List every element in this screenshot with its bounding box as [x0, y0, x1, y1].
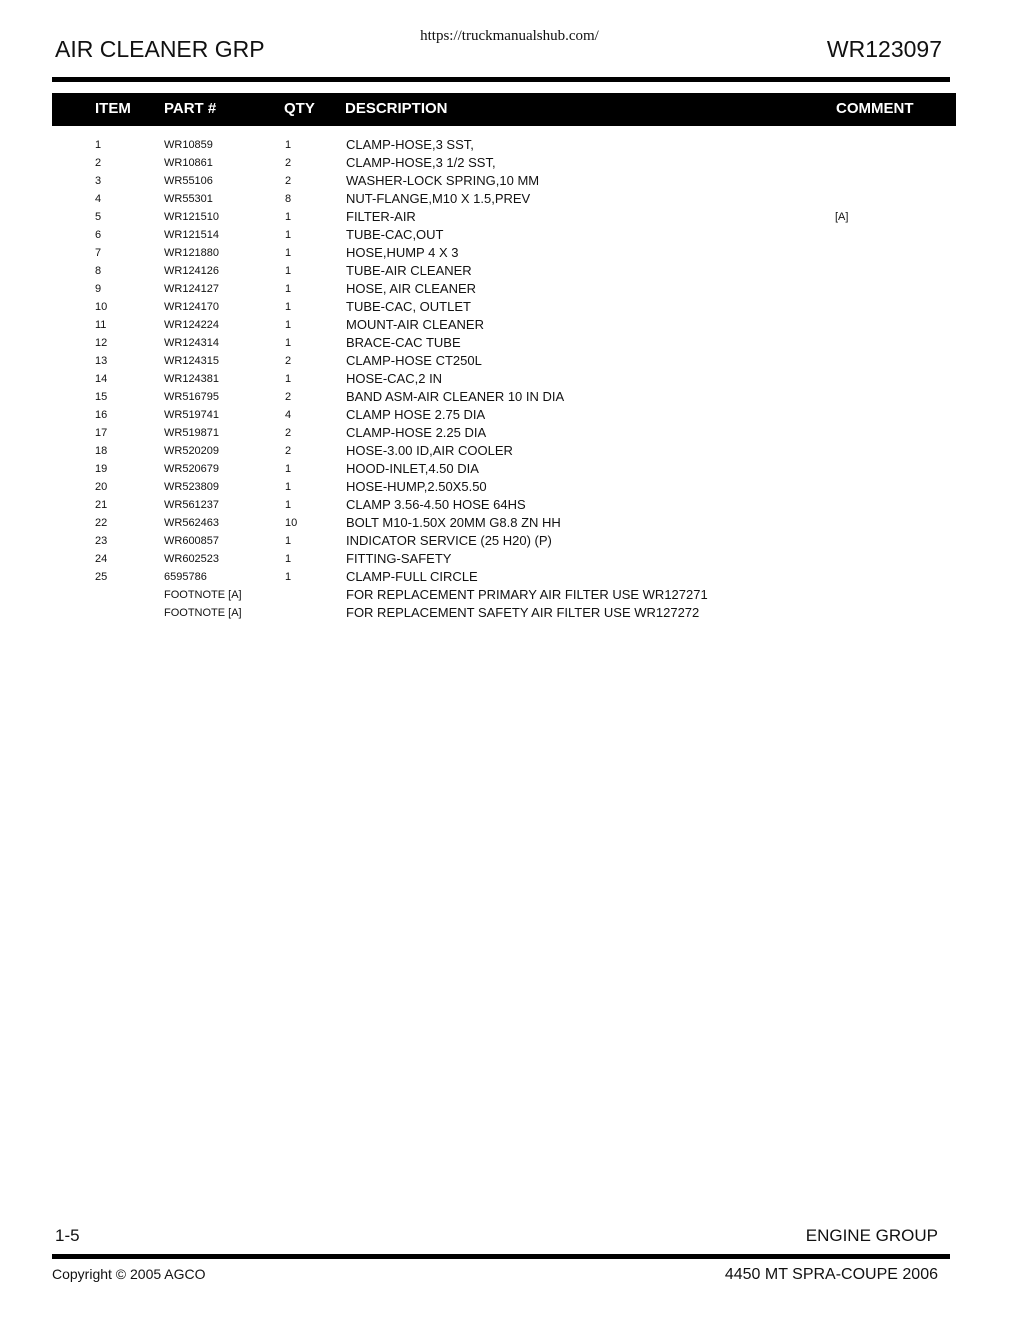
- cell-description: HOSE-CAC,2 IN: [346, 371, 443, 386]
- cell-part-number: WR516795: [164, 391, 220, 403]
- cell-part-number: WR124314: [164, 337, 220, 349]
- cell-part-number: FOOTNOTE [A]: [164, 589, 242, 601]
- table-row: [0, 496, 1019, 514]
- table-row: [0, 370, 1019, 388]
- cell-description: TUBE-CAC,OUT: [346, 227, 444, 242]
- cell-description: INDICATOR SERVICE (25 H20) (P): [346, 533, 552, 548]
- cell-part-number: WR600857: [164, 535, 220, 547]
- cell-description: HOOD-INLET,4.50 DIA: [346, 461, 479, 476]
- cell-item: 9: [95, 283, 102, 295]
- cell-item: 16: [95, 409, 108, 421]
- cell-description: HOSE,HUMP 4 X 3: [346, 245, 459, 260]
- cell-qty: 2: [285, 355, 292, 367]
- table-row: [0, 604, 1019, 622]
- parts-table-body: [0, 136, 1019, 622]
- cell-description: BAND ASM-AIR CLEANER 10 IN DIA: [346, 389, 565, 404]
- cell-description: CLAMP HOSE 2.75 DIA: [346, 407, 486, 422]
- cell-part-number: WR602523: [164, 553, 220, 565]
- cell-item: 5: [95, 211, 102, 223]
- table-row: [0, 154, 1019, 172]
- table-row: [0, 352, 1019, 370]
- cell-qty: 1: [285, 499, 292, 511]
- cell-description: BRACE-CAC TUBE: [346, 335, 461, 350]
- cell-item: 1: [95, 139, 102, 151]
- cell-item: 15: [95, 391, 108, 403]
- cell-part-number: WR561237: [164, 499, 220, 511]
- cell-item: 11: [95, 319, 107, 331]
- cell-description: CLAMP-HOSE,3 SST,: [346, 137, 474, 152]
- table-row: [0, 424, 1019, 442]
- cell-description: FILTER-AIR: [346, 209, 416, 224]
- cell-item: 8: [95, 265, 102, 277]
- cell-qty: 1: [285, 571, 292, 583]
- table-row: [0, 208, 1019, 226]
- column-header-description: DESCRIPTION: [345, 100, 448, 117]
- cell-part-number: FOOTNOTE [A]: [164, 607, 242, 619]
- cell-qty: 2: [285, 175, 292, 187]
- column-header-comment: COMMENT: [836, 100, 914, 117]
- section-name: ENGINE GROUP: [805, 1226, 938, 1245]
- cell-part-number: WR124170: [164, 301, 220, 313]
- cell-part-number: WR520209: [164, 445, 220, 457]
- cell-qty: 10: [285, 517, 298, 529]
- table-row: [0, 136, 1019, 154]
- cell-comment: [A]: [835, 211, 849, 223]
- table-row: [0, 334, 1019, 352]
- cell-qty: 2: [285, 391, 292, 403]
- cell-qty: 2: [285, 427, 292, 439]
- cell-description: FITTING-SAFETY: [346, 551, 452, 566]
- cell-qty: 1: [285, 229, 292, 241]
- cell-part-number: 6595786: [164, 571, 207, 583]
- cell-item: 20: [95, 481, 108, 493]
- cell-item: 14: [95, 373, 108, 385]
- cell-part-number: WR55106: [164, 175, 213, 187]
- cell-qty: 2: [285, 445, 292, 457]
- copyright: Copyright © 2005 AGCO: [52, 1266, 206, 1282]
- cell-description: TUBE-CAC, OUTLET: [346, 299, 471, 314]
- table-row: [0, 586, 1019, 604]
- cell-qty: 1: [285, 139, 292, 151]
- cell-part-number: WR10859: [164, 139, 213, 151]
- cell-part-number: WR121510: [164, 211, 220, 223]
- cell-qty: 1: [285, 463, 292, 475]
- table-row: [0, 262, 1019, 280]
- cell-description: CLAMP 3.56-4.50 HOSE 64HS: [346, 497, 526, 512]
- cell-qty: 1: [285, 301, 292, 313]
- cell-qty: 1: [285, 211, 292, 223]
- cell-description: MOUNT-AIR CLEANER: [346, 317, 484, 332]
- column-header-qty: QTY: [284, 100, 315, 117]
- table-row: [0, 532, 1019, 550]
- cell-item: 6: [95, 229, 102, 241]
- cell-qty: 1: [285, 535, 292, 547]
- cell-part-number: WR121880: [164, 247, 220, 259]
- cell-qty: 1: [285, 337, 292, 349]
- cell-item: 24: [95, 553, 108, 565]
- cell-item: 17: [95, 427, 108, 439]
- cell-part-number: WR124127: [164, 283, 220, 295]
- model-name: 4450 MT SPRA-COUPE 2006: [724, 1266, 938, 1283]
- table-row: [0, 478, 1019, 496]
- table-row: [0, 316, 1019, 334]
- table-row: [0, 442, 1019, 460]
- cell-part-number: WR519741: [164, 409, 220, 421]
- cell-item: 12: [95, 337, 108, 349]
- table-row: [0, 388, 1019, 406]
- cell-description: FOR REPLACEMENT SAFETY AIR FILTER USE WR127272: [346, 605, 700, 620]
- cell-description: TUBE-AIR CLEANER: [346, 263, 472, 278]
- cell-item: 21: [95, 499, 108, 511]
- cell-item: 13: [95, 355, 108, 367]
- cell-item: 22: [95, 517, 108, 529]
- table-row: [0, 406, 1019, 424]
- cell-part-number: WR121514: [164, 229, 220, 241]
- table-row: [0, 568, 1019, 586]
- table-row: [0, 172, 1019, 190]
- cell-description: NUT-FLANGE,M10 X 1.5,PREV: [346, 191, 531, 206]
- cell-qty: 1: [285, 265, 292, 277]
- cell-part-number: WR10861: [164, 157, 213, 169]
- cell-description: FOR REPLACEMENT PRIMARY AIR FILTER USE WR127271: [346, 587, 708, 602]
- cell-description: HOSE, AIR CLEANER: [346, 281, 477, 296]
- table-row: [0, 460, 1019, 478]
- column-header-part: PART #: [164, 100, 217, 117]
- cell-part-number: WR124381: [164, 373, 220, 385]
- cell-part-number: WR124224: [164, 319, 220, 331]
- cell-description: CLAMP-HOSE,3 1/2 SST,: [346, 155, 496, 170]
- table-row: [0, 244, 1019, 262]
- cell-part-number: WR519871: [164, 427, 220, 439]
- cell-item: 2: [95, 157, 102, 169]
- cell-item: 25: [95, 571, 108, 583]
- cell-description: HOSE-3.00 ID,AIR COOLER: [346, 443, 513, 458]
- document-number: WR123097: [826, 36, 942, 62]
- cell-qty: 8: [285, 193, 292, 205]
- cell-qty: 1: [285, 247, 292, 259]
- table-row: [0, 280, 1019, 298]
- table-header: [52, 93, 956, 126]
- page-title: AIR CLEANER GRP: [55, 36, 265, 62]
- cell-qty: 1: [285, 319, 292, 331]
- cell-item: 19: [95, 463, 108, 475]
- source-url: https://truckmanualshub.com/: [420, 28, 599, 44]
- cell-qty: 1: [285, 481, 292, 493]
- cell-description: BOLT M10-1.50X 20MM G8.8 ZN HH: [346, 515, 561, 530]
- cell-qty: 1: [285, 553, 292, 565]
- cell-description: HOSE-HUMP,2.50X5.50: [346, 479, 487, 494]
- cell-item: 4: [95, 193, 102, 205]
- cell-part-number: WR124315: [164, 355, 220, 367]
- column-header-item: ITEM: [95, 100, 131, 117]
- cell-item: 18: [95, 445, 108, 457]
- table-row: [0, 298, 1019, 316]
- table-row: [0, 514, 1019, 532]
- page-number: 1-5: [55, 1226, 80, 1245]
- cell-part-number: WR523809: [164, 481, 220, 493]
- cell-part-number: WR562463: [164, 517, 220, 529]
- table-row: [0, 226, 1019, 244]
- cell-part-number: WR124126: [164, 265, 220, 277]
- cell-description: CLAMP-HOSE CT250L: [346, 353, 482, 368]
- table-row: [0, 550, 1019, 568]
- cell-description: CLAMP-FULL CIRCLE: [346, 569, 478, 584]
- cell-item: 7: [95, 247, 102, 259]
- cell-part-number: WR520679: [164, 463, 220, 475]
- cell-qty: 4: [285, 409, 292, 421]
- cell-description: CLAMP-HOSE 2.25 DIA: [346, 425, 487, 440]
- table-row: [0, 190, 1019, 208]
- cell-item: 3: [95, 175, 102, 187]
- header-rule: [52, 77, 950, 82]
- cell-description: WASHER-LOCK SPRING,10 MM: [346, 173, 540, 188]
- cell-item: 10: [95, 301, 108, 313]
- cell-qty: 1: [285, 283, 292, 295]
- cell-qty: 1: [285, 373, 292, 385]
- cell-qty: 2: [285, 157, 292, 169]
- cell-part-number: WR55301: [164, 193, 213, 205]
- footer-rule: [52, 1254, 950, 1259]
- cell-item: 23: [95, 535, 108, 547]
